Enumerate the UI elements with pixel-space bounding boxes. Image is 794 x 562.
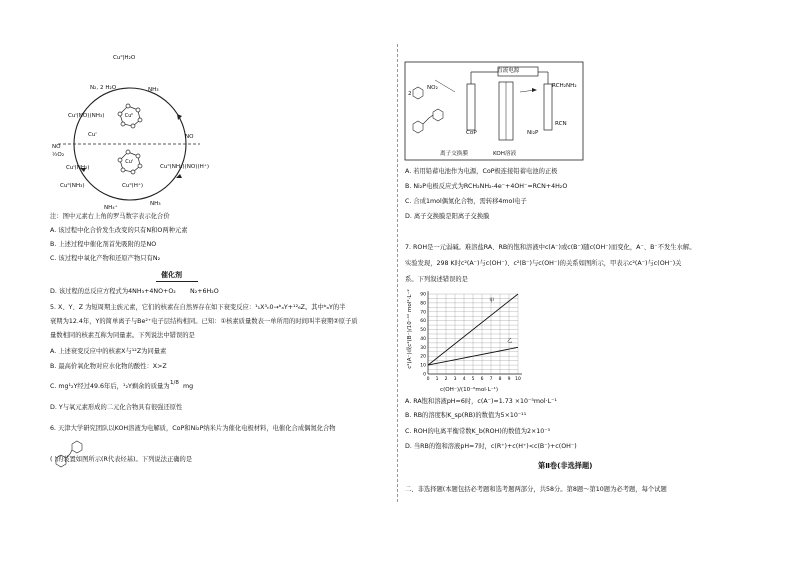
q5-line-3: 量数相同的核素互称为同量素。下列说法中错误的是 xyxy=(50,332,195,339)
q6-option-a: A. 若用铅蓄电池作为电源，CoP极连接铅蓄电池的正极 xyxy=(405,168,558,175)
chart-x-tick-label: 1 xyxy=(435,377,439,382)
column-divider xyxy=(397,44,398,502)
q4-option-d-product: N₂+6H₂O xyxy=(190,288,219,295)
q5-c-fraction: 1/8 xyxy=(170,380,179,386)
q5-option-c: C. mg¹₂Y经过49.6年后，¹₂Y剩余的质量为 xyxy=(50,383,170,390)
koh-solution-label: KOH溶液 xyxy=(493,151,517,157)
q7-option-b: B. RB的溶度积K_sp(RB)的数值为5×10⁻¹¹ xyxy=(405,412,527,419)
nitro-group-label: NO₂ xyxy=(427,85,438,91)
chart-x-tick-label: 2 xyxy=(444,377,448,382)
chart-x-tick-label: 4 xyxy=(462,377,466,382)
q4-option-d: D. 该过程的总反应方程式为4NH₃+4NO+O₂ xyxy=(50,288,176,295)
chart-y-tick-label: 30 xyxy=(420,345,426,351)
q7-line-2: 实验发现，298 K时c²(A⁻)与c(OH⁻)、c²(B⁻)与c(OH⁻)的关系如图所示，甲表示c²(A⁻)与c(OH⁻)关 xyxy=(405,260,682,267)
chart-y-tick-label: 10 xyxy=(420,363,426,369)
ni2p-electrode-label: Ni₂P xyxy=(527,130,539,136)
membrane-label: 离子交换膜 xyxy=(440,151,468,157)
chart-x-tick-label: 0 xyxy=(426,377,430,382)
q6-option-d: D. 离子交换膜是阳离子交换膜 xyxy=(405,213,490,220)
chart-x-axis-label: c(OH⁻)/(10⁻⁶mol·L⁻¹) xyxy=(440,387,499,393)
cycle-label-o2-left: ½O₂ xyxy=(52,152,65,158)
q6-line-2: ( )的装置如图所示(R代表烃基)。下列说法正确的是 xyxy=(50,456,193,463)
q5-line-1: 5. X、Y、Z 为短周期主族元素，它们的核素在自然界存在如下衰变反应：¹₁X³ₙ0→ᵇₐY+¹²₆Z。其中ᵇₐY的半 xyxy=(50,304,346,311)
q7-option-d: D. 当RB的饱和溶液pH=7时，c(R⁺)+c(H⁺)<c(B⁻)+c(OH⁻) xyxy=(405,443,577,450)
cycle-label-left-mid: Cuᴵ(NH₃) xyxy=(66,165,90,171)
nitrile-label: RCN xyxy=(555,121,567,127)
chart-y-tick-label: 70 xyxy=(420,310,426,316)
cycle-label-nh3: NH₃ xyxy=(148,87,159,93)
chart-y-tick-label: 50 xyxy=(420,328,426,334)
svg-text:Cuᴵ: Cuᴵ xyxy=(125,159,133,165)
q7-option-a: A. RA饱和溶液pH=6时，c(A⁻)≈1.73 ×10⁻⁵mol·L⁻¹ xyxy=(405,398,557,405)
chart-y-tick-label: 40 xyxy=(420,336,426,342)
chart-y-tick-label: 20 xyxy=(420,354,426,360)
q6-line-1: 6. 天津大学研究团队以KOH溶液为电解质，CoP和Ni₂P纳米片为催化电极材料，电催化合成偶氮化合物 xyxy=(50,425,336,432)
diagram-note: 注：图中元素右上角的罗马数字表示化合价 xyxy=(50,213,170,220)
cycle-label-left-lower: Cuᴵᴵ(NH₃) xyxy=(60,183,85,189)
nitrobenzene-coeff: 2 xyxy=(408,91,412,97)
chart-series-label: 甲 xyxy=(489,298,495,304)
q4-option-c: C. 该过程中氧化产物和还原产物只有N₂ xyxy=(50,255,161,262)
cycle-label-cui: Cuᴵ xyxy=(88,132,97,138)
chart-x-tick-label: 6 xyxy=(480,377,484,382)
chart-x-tick-label: 10 xyxy=(515,377,521,382)
q5-line-2: 衰期为12.4年，Y的简单离子与Be²⁺电子层结构相同。已知：①核素质量数表一单所用的时间叫半衰期②原子质 xyxy=(50,318,358,325)
cycle-label-bottom-right: NH₃ xyxy=(150,201,161,207)
power-supply-label: 直流电源 xyxy=(497,68,520,74)
cycle-label-right-mid: Cuᴵᴵ(NH₃)(NO)(H⁺) xyxy=(160,164,209,170)
q7-option-c: C. ROH的电离平衡常数K_b(ROH)的数值为2×10⁻⁵ xyxy=(405,428,551,435)
chart-x-tick-label: 3 xyxy=(453,377,457,382)
cycle-label-n2-h2o: N₂, 2 H₂O xyxy=(90,85,117,91)
cycle-label-bottom-mid: Cuᴵᴵ(H⁺) xyxy=(122,183,144,189)
chart-x-tick-label: 9 xyxy=(507,377,511,382)
q6-option-b: B. Ni₂P电极反应式为RCH₂NH₂-4e⁻+4OH⁻=RCN+4H₂O xyxy=(405,183,568,190)
chart-y-tick-label: 0 xyxy=(423,372,426,378)
chart-y-tick-label: 80 xyxy=(420,301,426,307)
cycle-label-left-upper: Cuᴵ(NO)(NH₃) xyxy=(68,113,105,119)
cycle-label-no: NO xyxy=(185,134,194,140)
chart-x-tick-label: 8 xyxy=(498,377,502,382)
q7-line-1: 7. ROH是一元弱碱。难溶盐RA、RB的饱和溶液中c(A⁻)或c(B⁻)随c(OH⁻)而变化，A⁻、B⁻不发生水解。 xyxy=(405,244,696,251)
cycle-label-no-left: NO xyxy=(52,144,61,150)
azo-compound-structure xyxy=(50,440,86,470)
q4-option-b: B. 上述过程中催化剂首先吸附的是NO xyxy=(50,241,157,248)
q5-option-d: D. Y与氧元素形成的二元化合物具有很强还原性 xyxy=(50,404,183,411)
q5-c-unit: mg xyxy=(183,383,194,390)
svg-text:Cuᴵᴵ: Cuᴵᴵ xyxy=(124,113,134,119)
cop-electrode-label: CoP xyxy=(466,130,477,136)
catalyst-label: 催化剂 xyxy=(161,271,182,279)
reaction-arrow xyxy=(156,281,198,282)
q6-option-c: C. 合成1mol偶氮化合物，需转移4mol电子 xyxy=(405,198,527,205)
q5-option-b: B. 最高价氧化物对应水化物的酸性：X>Z xyxy=(50,363,167,370)
chart-series-label: 乙 xyxy=(507,338,513,344)
q7-chart xyxy=(418,290,528,386)
chart-y-axis-label: c²(A⁻)或c²(B⁻)/10⁻¹⁰ mol²·L⁻² xyxy=(407,289,413,369)
chart-y-tick-label: 60 xyxy=(420,319,426,325)
q5-option-a: A. 上述衰变反应中的核素X与¹²Z为同量素 xyxy=(50,348,167,355)
q4-option-a: A. 该过程中化合价发生改变的只有N和O两种元素 xyxy=(50,227,188,234)
chart-x-tick-label: 7 xyxy=(489,377,493,382)
cycle-label-bottom: NH₄⁺ xyxy=(104,205,118,211)
chart-y-tick-label: 90 xyxy=(420,292,426,298)
amine-label: RCH₂NH₂ xyxy=(552,83,577,89)
electrolysis-apparatus xyxy=(405,62,585,162)
section-title: 第Ⅱ卷(非选择题) xyxy=(538,461,593,470)
section-intro: 二、非选择题(本题包括必考题和选考题两部分，共58分。第8题～第10题为必考题，每个试题 xyxy=(405,486,667,493)
q7-line-3: 系。下列叙述错误的是 xyxy=(405,276,468,283)
cycle-label-top: Cuᴵᴵ|H₂O xyxy=(113,55,136,61)
chart-x-tick-label: 5 xyxy=(471,377,475,382)
